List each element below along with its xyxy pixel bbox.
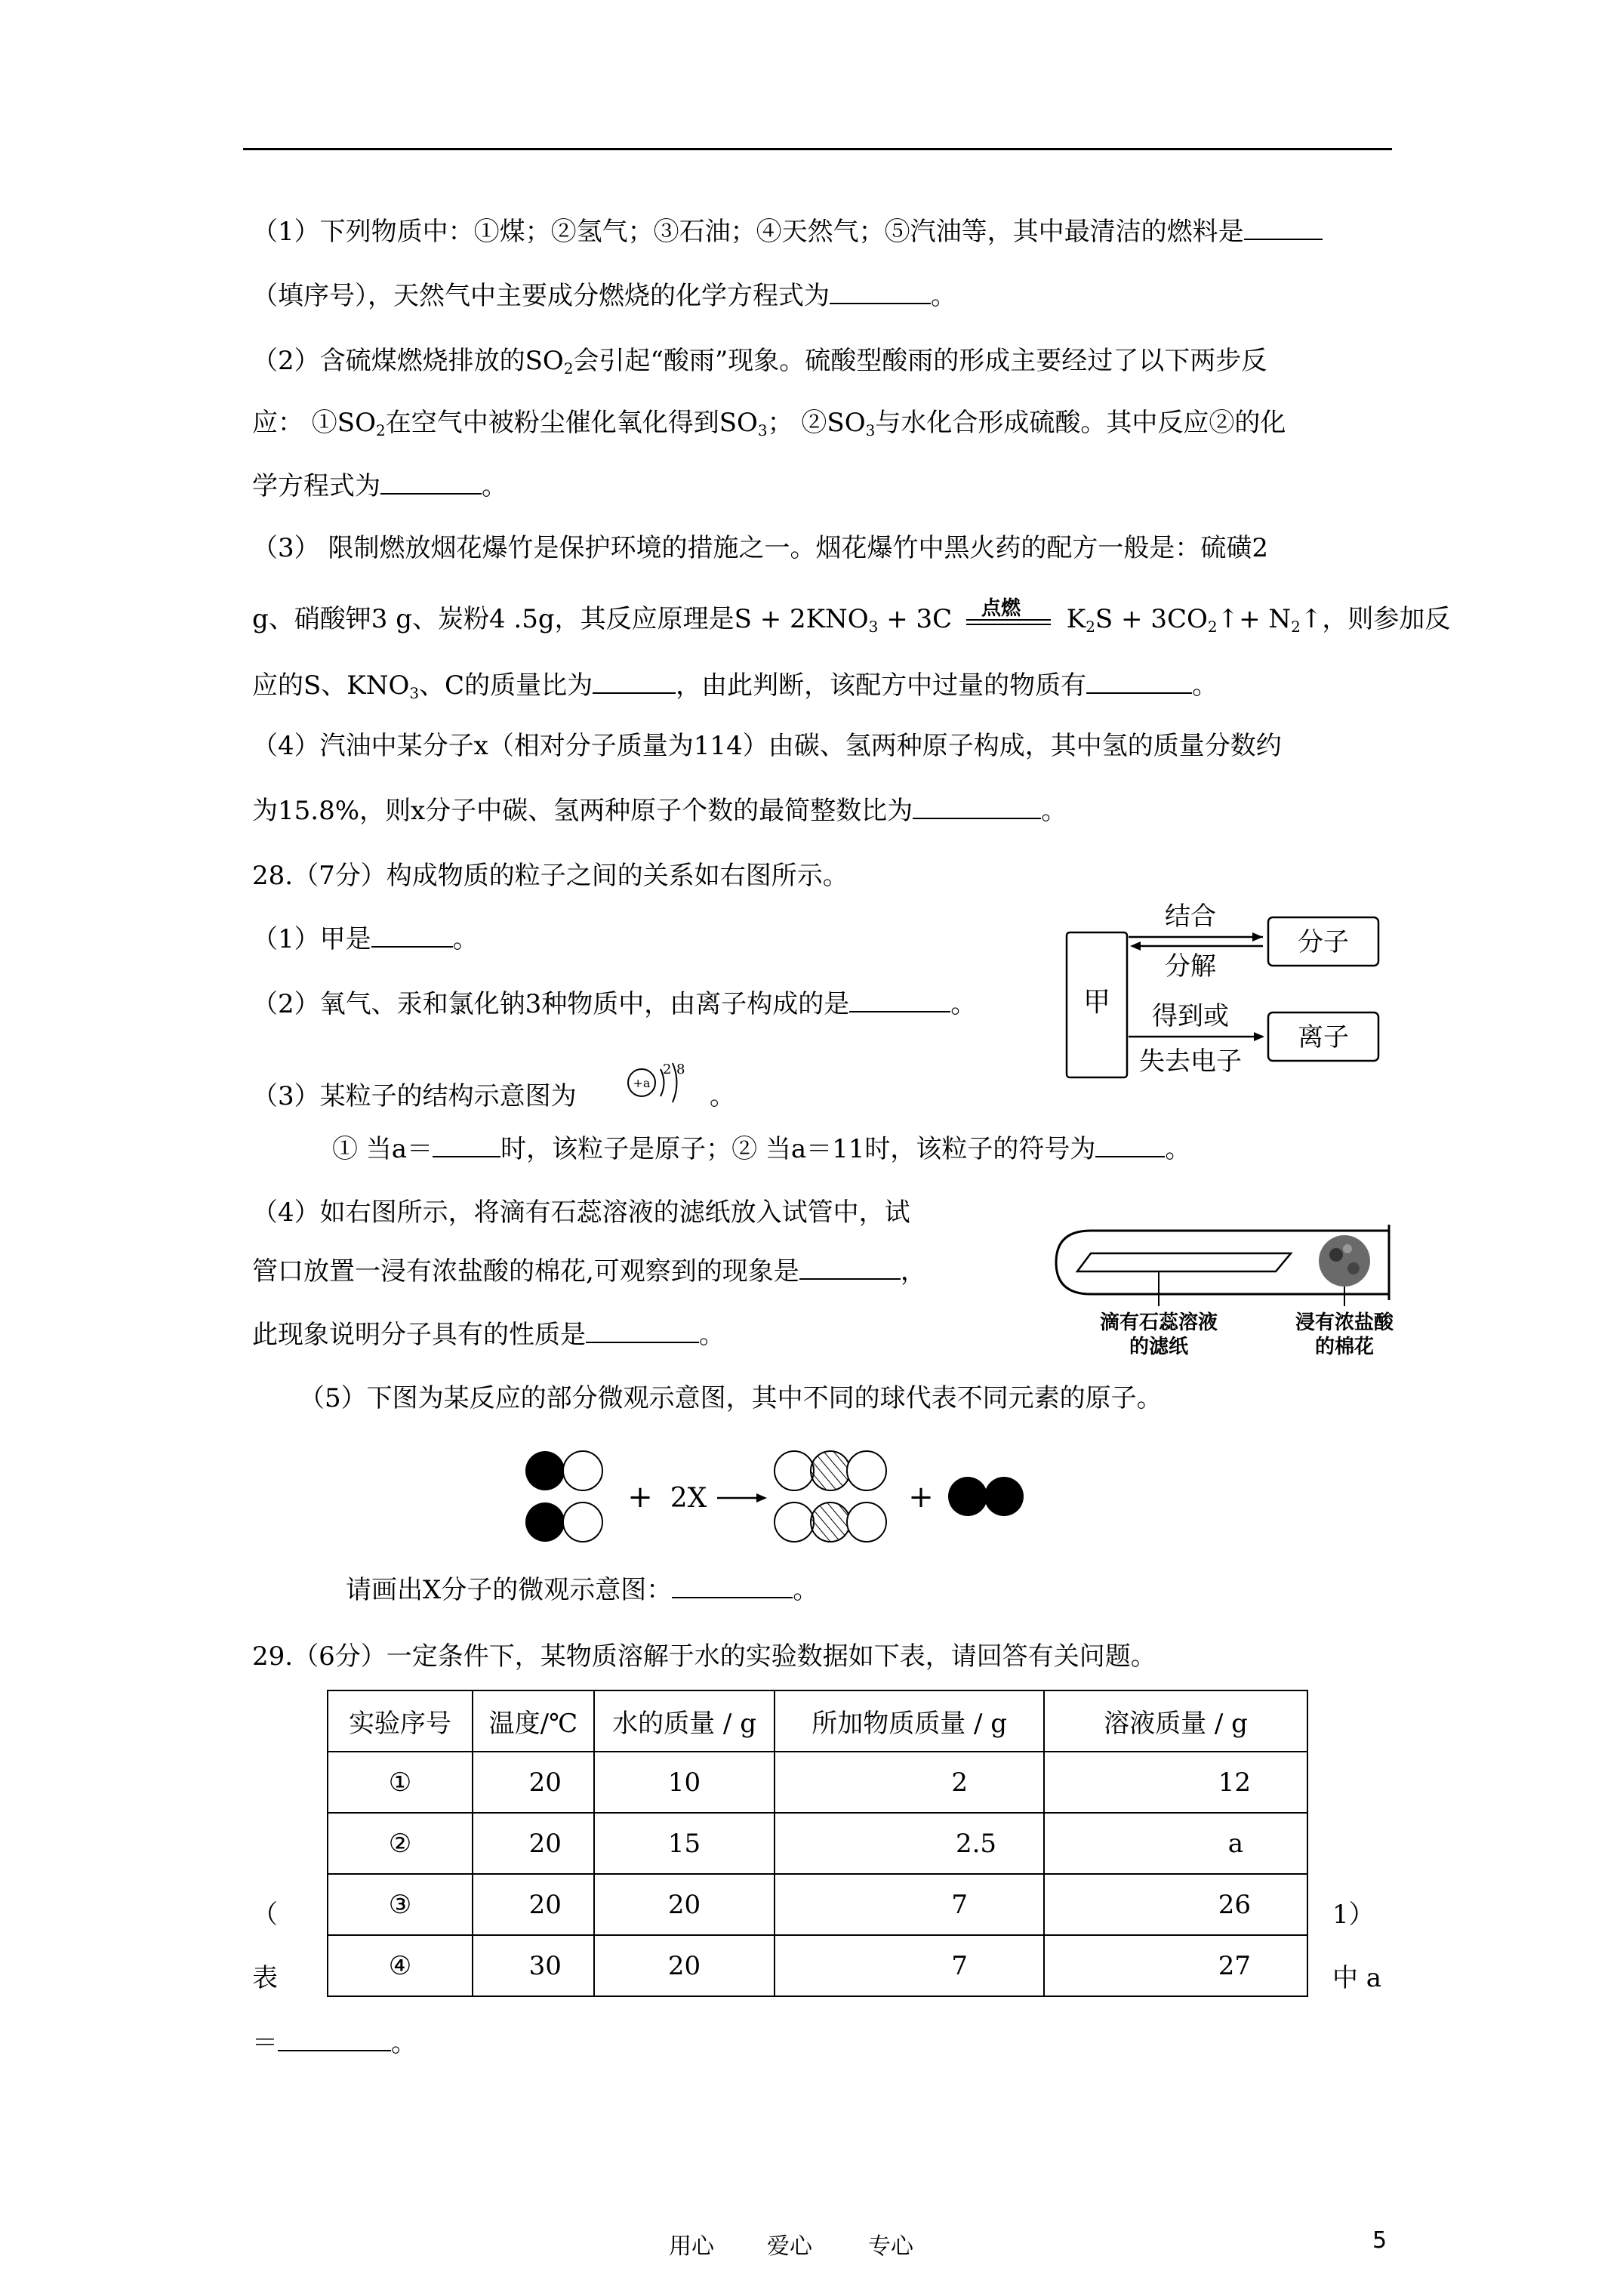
plus-1: + — [627, 1480, 653, 1515]
diagram-gain-or: 得到或 — [1152, 1001, 1229, 1031]
table-cell: 26 — [1044, 1874, 1307, 1935]
atom-shell2-label: 8 — [676, 1062, 685, 1077]
footer-text-a: 用心 — [669, 2233, 714, 2260]
cotton-ball — [1319, 1235, 1370, 1287]
paper-label-1: 滴有石蕊溶液 — [1099, 1311, 1218, 1334]
cotton-label-1: 浸有浓盐酸 — [1295, 1311, 1394, 1334]
header-rule — [243, 148, 1392, 150]
paper-label-2: 的滤纸 — [1129, 1336, 1189, 1358]
q28-s3: （3）某粒子的结构示意图为 — [252, 1081, 577, 1111]
diagram-decompose: 分解 — [1165, 951, 1216, 982]
table-cell: 2 — [775, 1752, 1044, 1813]
table-row — [328, 1935, 1307, 1996]
q27-p1-line1: （1）下列物质中：①煤；②氢气；③石油；④天然气；⑤汽油等，其中最清洁的燃料是 — [252, 215, 1323, 248]
plus-2: + — [908, 1480, 934, 1515]
q28-s2: （2）氧气、汞和氯化钠3种物质中，由离子构成的是 。 — [252, 989, 977, 1019]
table-cell: ④ — [328, 1935, 473, 1996]
table-cell: 20 — [473, 1813, 594, 1874]
q27-p2-line2: 应： $①SO_2$在空气中被粉尘催化氧化得到$SO_3$； $②SO_3$与水化合形成硫酸。其中反应②的化 — [252, 408, 1286, 439]
table-header-cell: 温度/℃ — [473, 1690, 594, 1752]
atom-structure-diagram — [619, 1048, 717, 1108]
table-row — [328, 1874, 1307, 1935]
q27-p2-line3: 学方程式为 。 — [252, 471, 507, 501]
table-header-cell: 所加物质质量 / g — [775, 1690, 1044, 1752]
diagram-jia: 甲 — [1083, 987, 1111, 1018]
q28-s4-line2: 管口放置一浸有浓盐酸的棉花,可观察到的现象是 ， — [252, 1256, 926, 1287]
table-header-row — [328, 1690, 1307, 1752]
footer-text-c: 专心 — [868, 2233, 913, 2260]
q28-s4-line1: （4）如右图所示，将滴有石蕊溶液的滤纸放入试管中，试 — [252, 1197, 910, 1228]
table-cell: 20 — [594, 1874, 775, 1935]
table-header-cell: 溶液质量 / g — [1044, 1690, 1307, 1752]
q28-title: 28.（7分）构成物质的粒子之间的关系如右图所示。 — [252, 861, 848, 891]
atom-nucleus-label: +a — [633, 1076, 651, 1090]
table-cell: 15 — [594, 1813, 775, 1874]
particle-relationship-diagram — [1061, 902, 1385, 1099]
diagram-lose-electron: 失去电子 — [1139, 1046, 1242, 1077]
q29-q1-open: （ — [252, 1900, 278, 1930]
q28-s1: （1）甲是 。 — [252, 924, 479, 954]
test-tube-figure — [1046, 1216, 1400, 1367]
page-number: 5 — [1372, 2227, 1387, 2254]
table-row — [328, 1813, 1307, 1874]
table-cell: 20 — [473, 1874, 594, 1935]
table-cell: 7 — [775, 1935, 1044, 1996]
table-cell: 7 — [775, 1874, 1044, 1935]
table-cell: 12 — [1044, 1752, 1307, 1813]
reaction-micro-diagram — [513, 1435, 1057, 1555]
table-row — [328, 1752, 1307, 1813]
q28-s3-period: 。 — [710, 1081, 735, 1111]
table-cell: ① — [328, 1752, 473, 1813]
q29-q1-biao: 表 — [252, 1963, 278, 1993]
q27-p4-line1: （4）汽油中某分子x（相对分子质量为114）由碳、氢两种原子构成，其中氢的质量分数约 — [252, 731, 1282, 761]
q28-s4-line3: 此现象说明分子具有的性质是 。 — [252, 1320, 725, 1350]
q27-p1-line2: （填序号），天然气中主要成分燃烧的化学方程式为 。 — [252, 281, 956, 311]
table-cell: 2.5 — [775, 1813, 1044, 1874]
table-cell: ③ — [328, 1874, 473, 1935]
q29-title: 29.（6分）一定条件下，某物质溶解于水的实验数据如下表，请回答有关问题。 — [252, 1641, 1156, 1672]
q27-p4-line2: 为15.8%，则x分子中碳、氢两种原子个数的最简整数比为 。 — [252, 796, 1067, 826]
q29-q1-num: 1） — [1332, 1900, 1375, 1930]
diagram-molecule: 分子 — [1298, 927, 1349, 957]
table-cell: a — [1044, 1813, 1307, 1874]
q28-s5: （5）下图为某反应的部分微观示意图，其中不同的球代表不同元素的原子。 — [299, 1383, 1163, 1413]
q28-s5-answer: 请画出X分子的微观示意图： 。 — [346, 1575, 819, 1605]
q29-q1-answer: ＝ 。 — [252, 2028, 417, 2058]
q27-p3-line2: g、硝酸钾3 g、炭粉4 .5g，其反应原理是$S + 2KNO_3 + 3C$ 点燃 $K_2S$ + $3CO_2↑+$ $N_2↑$，则参加反 — [252, 597, 1451, 636]
q29-q1-zhong: 中 a — [1332, 1963, 1382, 1993]
cotton-label-2: 的棉花 — [1314, 1336, 1375, 1358]
table-cell: 20 — [594, 1935, 775, 1996]
experiment-data-table — [327, 1690, 1308, 1997]
diagram-combine: 结合 — [1165, 901, 1216, 932]
table-header-cell: 实验序号 — [328, 1690, 473, 1752]
diagram-ion: 离子 — [1298, 1022, 1349, 1052]
q27-p3-line3: 应的S、$KNO_3$、C的质量比为 ，由此判断，该配方中过量的物质有 。 — [252, 670, 1218, 702]
reactant-2x: 2X — [670, 1483, 707, 1514]
reaction-condition: 点燃 — [960, 606, 1058, 636]
atom-shell1-label: 2 — [663, 1062, 672, 1077]
table-cell: 10 — [594, 1752, 775, 1813]
table-cell: ② — [328, 1813, 473, 1874]
table-cell: 30 — [473, 1935, 594, 1996]
table-header-cell: 水的质量 / g — [594, 1690, 775, 1752]
table-cell: 20 — [473, 1752, 594, 1813]
q27-p2-line1: （2）含硫煤燃烧排放的$SO_2$会引起“酸雨”现象。硫酸型酸雨的形成主要经过了以下两步反 — [252, 346, 1267, 378]
q28-s3-sub: ① 当a＝ 时，该粒子是原子；② 当a＝11时，该粒子的符号为 。 — [332, 1134, 1191, 1164]
footer-text-b: 爱心 — [767, 2233, 812, 2260]
table-cell: 27 — [1044, 1935, 1307, 1996]
q27-p3-line1: （3） 限制燃放烟花爆竹是保护环境的措施之一。烟花爆竹中黑火药的配方一般是：硫磺2 — [252, 533, 1269, 563]
